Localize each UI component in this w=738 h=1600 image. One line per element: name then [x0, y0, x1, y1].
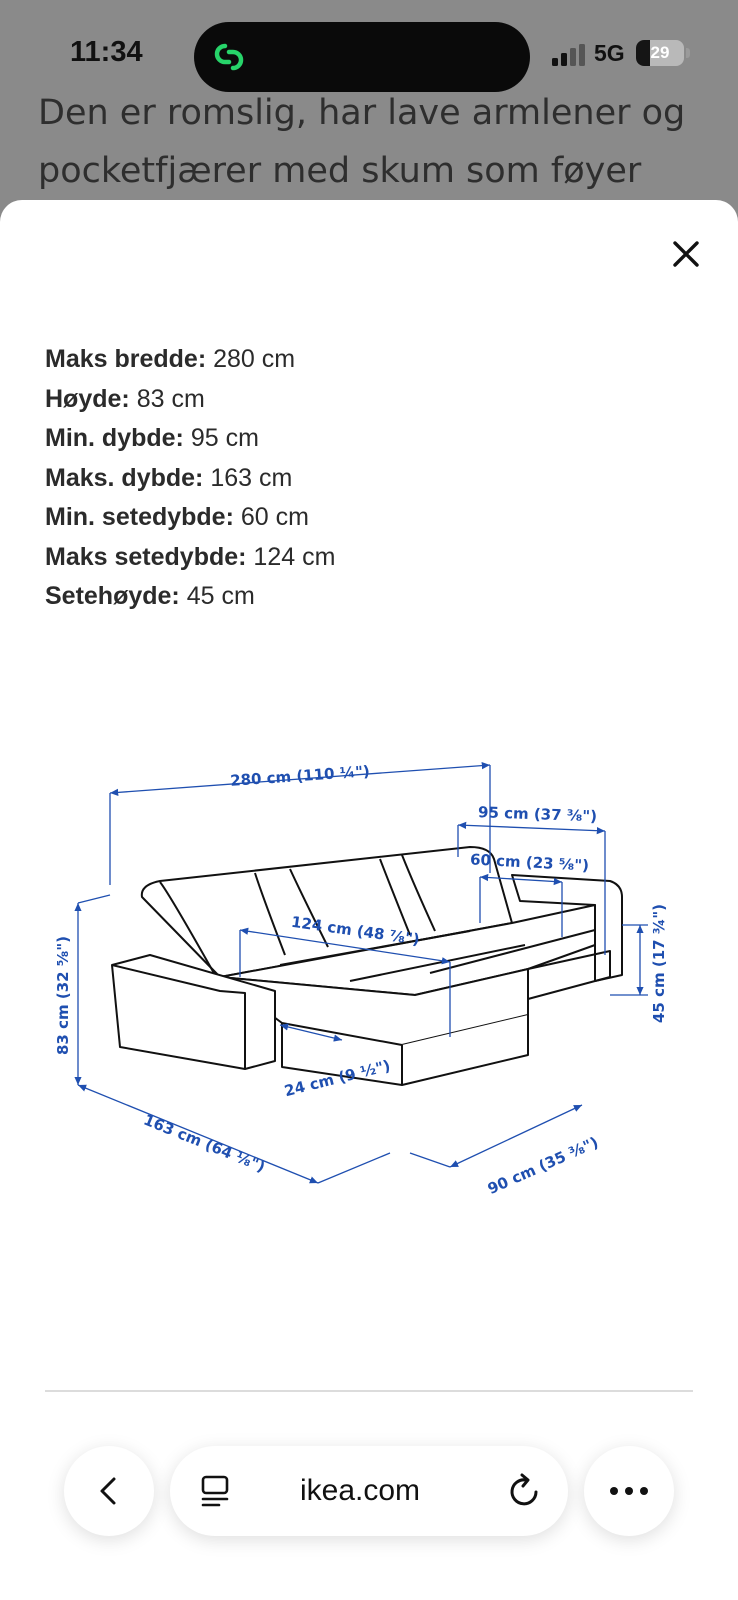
address-bar[interactable]	[170, 1446, 568, 1536]
more-button[interactable]	[584, 1446, 674, 1536]
sofa-dimension-diagram	[50, 755, 690, 1205]
spec-value: 45 cm	[186, 582, 255, 610]
signal-icon	[552, 44, 588, 66]
height-dimension-label: 83 cm (32 ⅝")	[54, 936, 72, 1055]
measurement-list	[45, 340, 685, 617]
url-text[interactable]: ikea.com	[299, 1474, 421, 1507]
battery-icon	[636, 40, 684, 66]
max-seat-depth-dimension-label: 124 cm (48 ⅞")	[290, 912, 421, 949]
spec-label: Maks setedybde:	[45, 542, 247, 571]
spec-label: Høyde:	[45, 384, 130, 413]
spec-label: Maks bredde:	[45, 345, 207, 373]
spec-value: 60 cm	[240, 503, 309, 531]
reader-icon[interactable]	[200, 1474, 234, 1508]
dynamic-island-app-icon	[208, 36, 250, 78]
spec-label: Min. dybde:	[45, 424, 184, 452]
max-depth-dimension-label: 163 cm (64 ⅛")	[141, 1110, 268, 1176]
spec-value: 124 cm	[253, 542, 336, 571]
battery-tip	[686, 48, 690, 58]
spec-row	[45, 419, 685, 459]
spec-row	[45, 577, 685, 617]
battery-level: 29	[650, 43, 670, 62]
spec-row	[45, 538, 685, 578]
background-text-line: Den er romslig, har lave armlener og	[38, 93, 686, 133]
status-bar	[0, 0, 738, 92]
close-icon	[672, 240, 700, 268]
chaise-width-dimension-label: 90 cm (35 ⅜")	[484, 1133, 601, 1199]
dynamic-island	[194, 22, 530, 92]
background-article-text	[38, 90, 718, 200]
product-measurements-sheet	[0, 200, 738, 1600]
spec-row	[45, 340, 685, 380]
spec-value: 280 cm	[213, 345, 296, 373]
min-depth-dimension-label: 95 cm (37 ⅜")	[477, 803, 598, 826]
background-text-line: pocketfjærer med skum som føyer	[38, 151, 642, 191]
sofa-illustration	[112, 847, 622, 1085]
divider	[45, 1390, 693, 1392]
min-seat-depth-dimension-label: 60 cm (23 ⅝")	[469, 850, 590, 875]
status-time: 11:34	[70, 36, 143, 68]
seat-height-dimension-label: 45 cm (17 ¾")	[650, 904, 668, 1023]
spec-row	[45, 498, 685, 538]
width-dimension-label: 280 cm (110 ¼")	[229, 762, 371, 790]
network-type: 5G	[594, 40, 625, 66]
browser-toolbar	[0, 1430, 738, 1600]
spec-value: 163 cm	[210, 463, 293, 492]
more-icon	[609, 1486, 649, 1496]
spec-row	[45, 459, 685, 499]
spec-label: Setehøyde:	[45, 582, 180, 610]
spec-value: 95 cm	[190, 424, 259, 452]
back-button[interactable]	[64, 1446, 154, 1536]
armrest-dimension-label: 24 cm (9 ½")	[282, 1056, 393, 1101]
spec-label: Min. setedybde:	[45, 503, 234, 531]
spec-value: 83 cm	[136, 384, 205, 413]
reload-icon[interactable]	[506, 1472, 544, 1510]
back-icon	[94, 1476, 124, 1506]
close-button[interactable]	[662, 230, 710, 278]
spec-label: Maks. dybde:	[45, 463, 204, 492]
spec-row	[45, 380, 685, 420]
